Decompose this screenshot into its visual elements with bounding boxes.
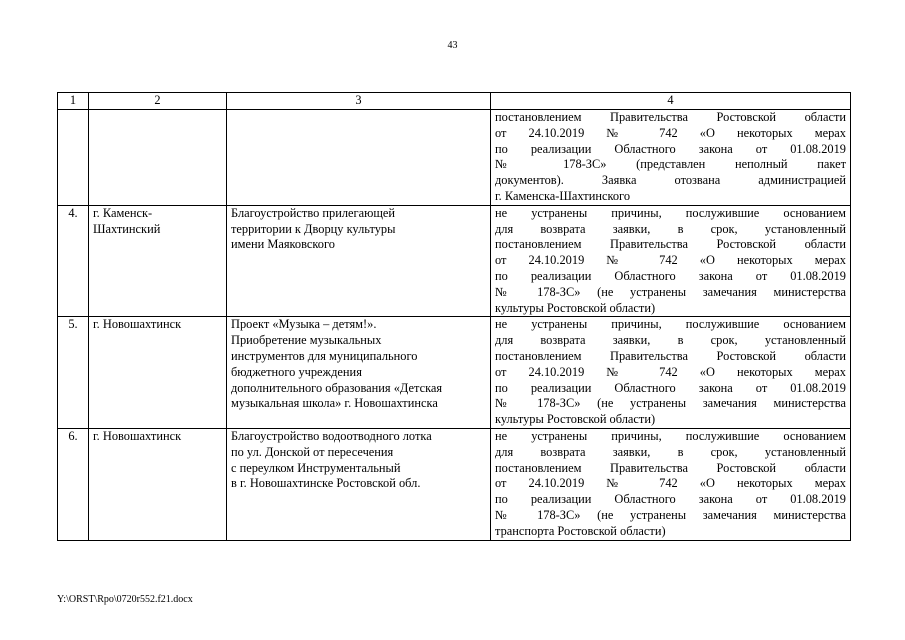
table-row [58,317,851,429]
reason-line: г. Каменска-Шахтинского [495,188,631,203]
reason-line: для возврата заявки, в срок, установленный [495,221,846,236]
project-line: музыкальная школа» г. Новошахтинска [231,396,438,411]
project-line: имени Маяковского [231,237,335,252]
project-line: в г. Новошахтинске Ростовской обл. [231,476,421,491]
project-line: Благоустройство прилегающей [231,205,396,220]
reason-line: не устранены причины, послужившие основанием [495,205,846,220]
municipality-line: Шахтинский [93,221,161,236]
project-line: инструментов для муниципального [231,348,418,363]
reason-cell [491,205,851,317]
project-cell [227,428,491,540]
row-number-cell: 4. [58,205,89,317]
table-header-row [58,93,851,110]
reason-cell [491,110,851,206]
column-header-1: 1 [58,93,89,110]
table-row [58,428,851,540]
reason-line: от 24.10.2019 № 742 «О некоторых мерах [495,253,846,268]
project-line: территории к Дворцу культуры [231,221,396,236]
reason-line: № 178-ЗС» (не устранены замечания министерства [495,507,846,522]
reason-line: не устранены причины, послужившие основанием [495,428,846,443]
reason-line: № 178-ЗС» (не устранены замечания министерства [495,284,846,299]
reason-line: транспорта Ростовской области) [495,523,666,538]
document-table [57,92,851,541]
municipality-cell [89,428,227,540]
reason-cell [491,428,851,540]
reason-line: постановлением Правительства Ростовской области [495,460,846,475]
reason-line: постановлением Правительства Ростовской области [495,110,846,124]
municipality-cell [89,205,227,317]
reason-line: для возврата заявки, в срок, установленный [495,444,846,459]
project-line: бюджетного учреждения [231,364,362,379]
municipality-line: г. Новошахтинск [93,317,182,332]
municipality-line: г. Новошахтинск [93,428,182,443]
reason-line: № 178-ЗС» (представлен неполный пакет [495,157,846,172]
project-cell [227,205,491,317]
reason-line: культуры Ростовской области) [495,300,656,315]
reason-line: № 178-ЗС» (не устранены замечания министерства [495,396,846,411]
reason-line: по реализации Областного закона от 01.08.2019 [495,380,846,395]
reason-line: культуры Ростовской области) [495,412,656,427]
reason-line: для возврата заявки, в срок, установленный [495,333,846,348]
column-header-4: 4 [491,93,851,110]
project-line: с переулком Инструментальный [231,460,401,475]
row-number-cell [58,110,89,206]
municipality-line: г. Каменск- [93,205,153,220]
table-row-continuation [58,110,851,206]
reason-line: постановлением Правительства Ростовской области [495,237,846,252]
reason-line: постановлением Правительства Ростовской области [495,348,846,363]
reason-line: от 24.10.2019 № 742 «О некоторых мерах [495,364,846,379]
project-line: Приобретение музыкальных [231,333,382,348]
table-row [58,205,851,317]
footer-file-path: Y:\ORST\Rpo\0720r552.f21.docx [57,594,193,605]
project-line: Благоустройство водоотводного лотка [231,428,432,443]
reason-cell [491,317,851,429]
row-number-cell: 6. [58,428,89,540]
reason-line: не устранены причины, послужившие основанием [495,317,846,332]
municipality-cell [89,317,227,429]
reason-line: от 24.10.2019 № 742 «О некоторых мерах [495,476,846,491]
reason-line: документов). Заявка отозвана администрацией [495,173,846,188]
project-line: дополнительного образования «Детская [231,380,443,395]
reason-line: по реализации Областного закона от 01.08.2019 [495,492,846,507]
project-cell [227,317,491,429]
project-line: по ул. Донской от пересечения [231,444,394,459]
column-header-2: 2 [89,93,227,110]
reason-line: по реализации Областного закона от 01.08.2019 [495,268,846,283]
page-number: 43 [447,40,458,51]
reason-line: по реализации Областного закона от 01.08.2019 [495,141,846,156]
project-cell [227,110,491,206]
column-header-3: 3 [227,93,491,110]
row-number-cell: 5. [58,317,89,429]
municipality-cell [89,110,227,206]
reason-line: от 24.10.2019 № 742 «О некоторых мерах [495,125,846,140]
project-line: Проект «Музыка – детям!». [231,317,377,332]
